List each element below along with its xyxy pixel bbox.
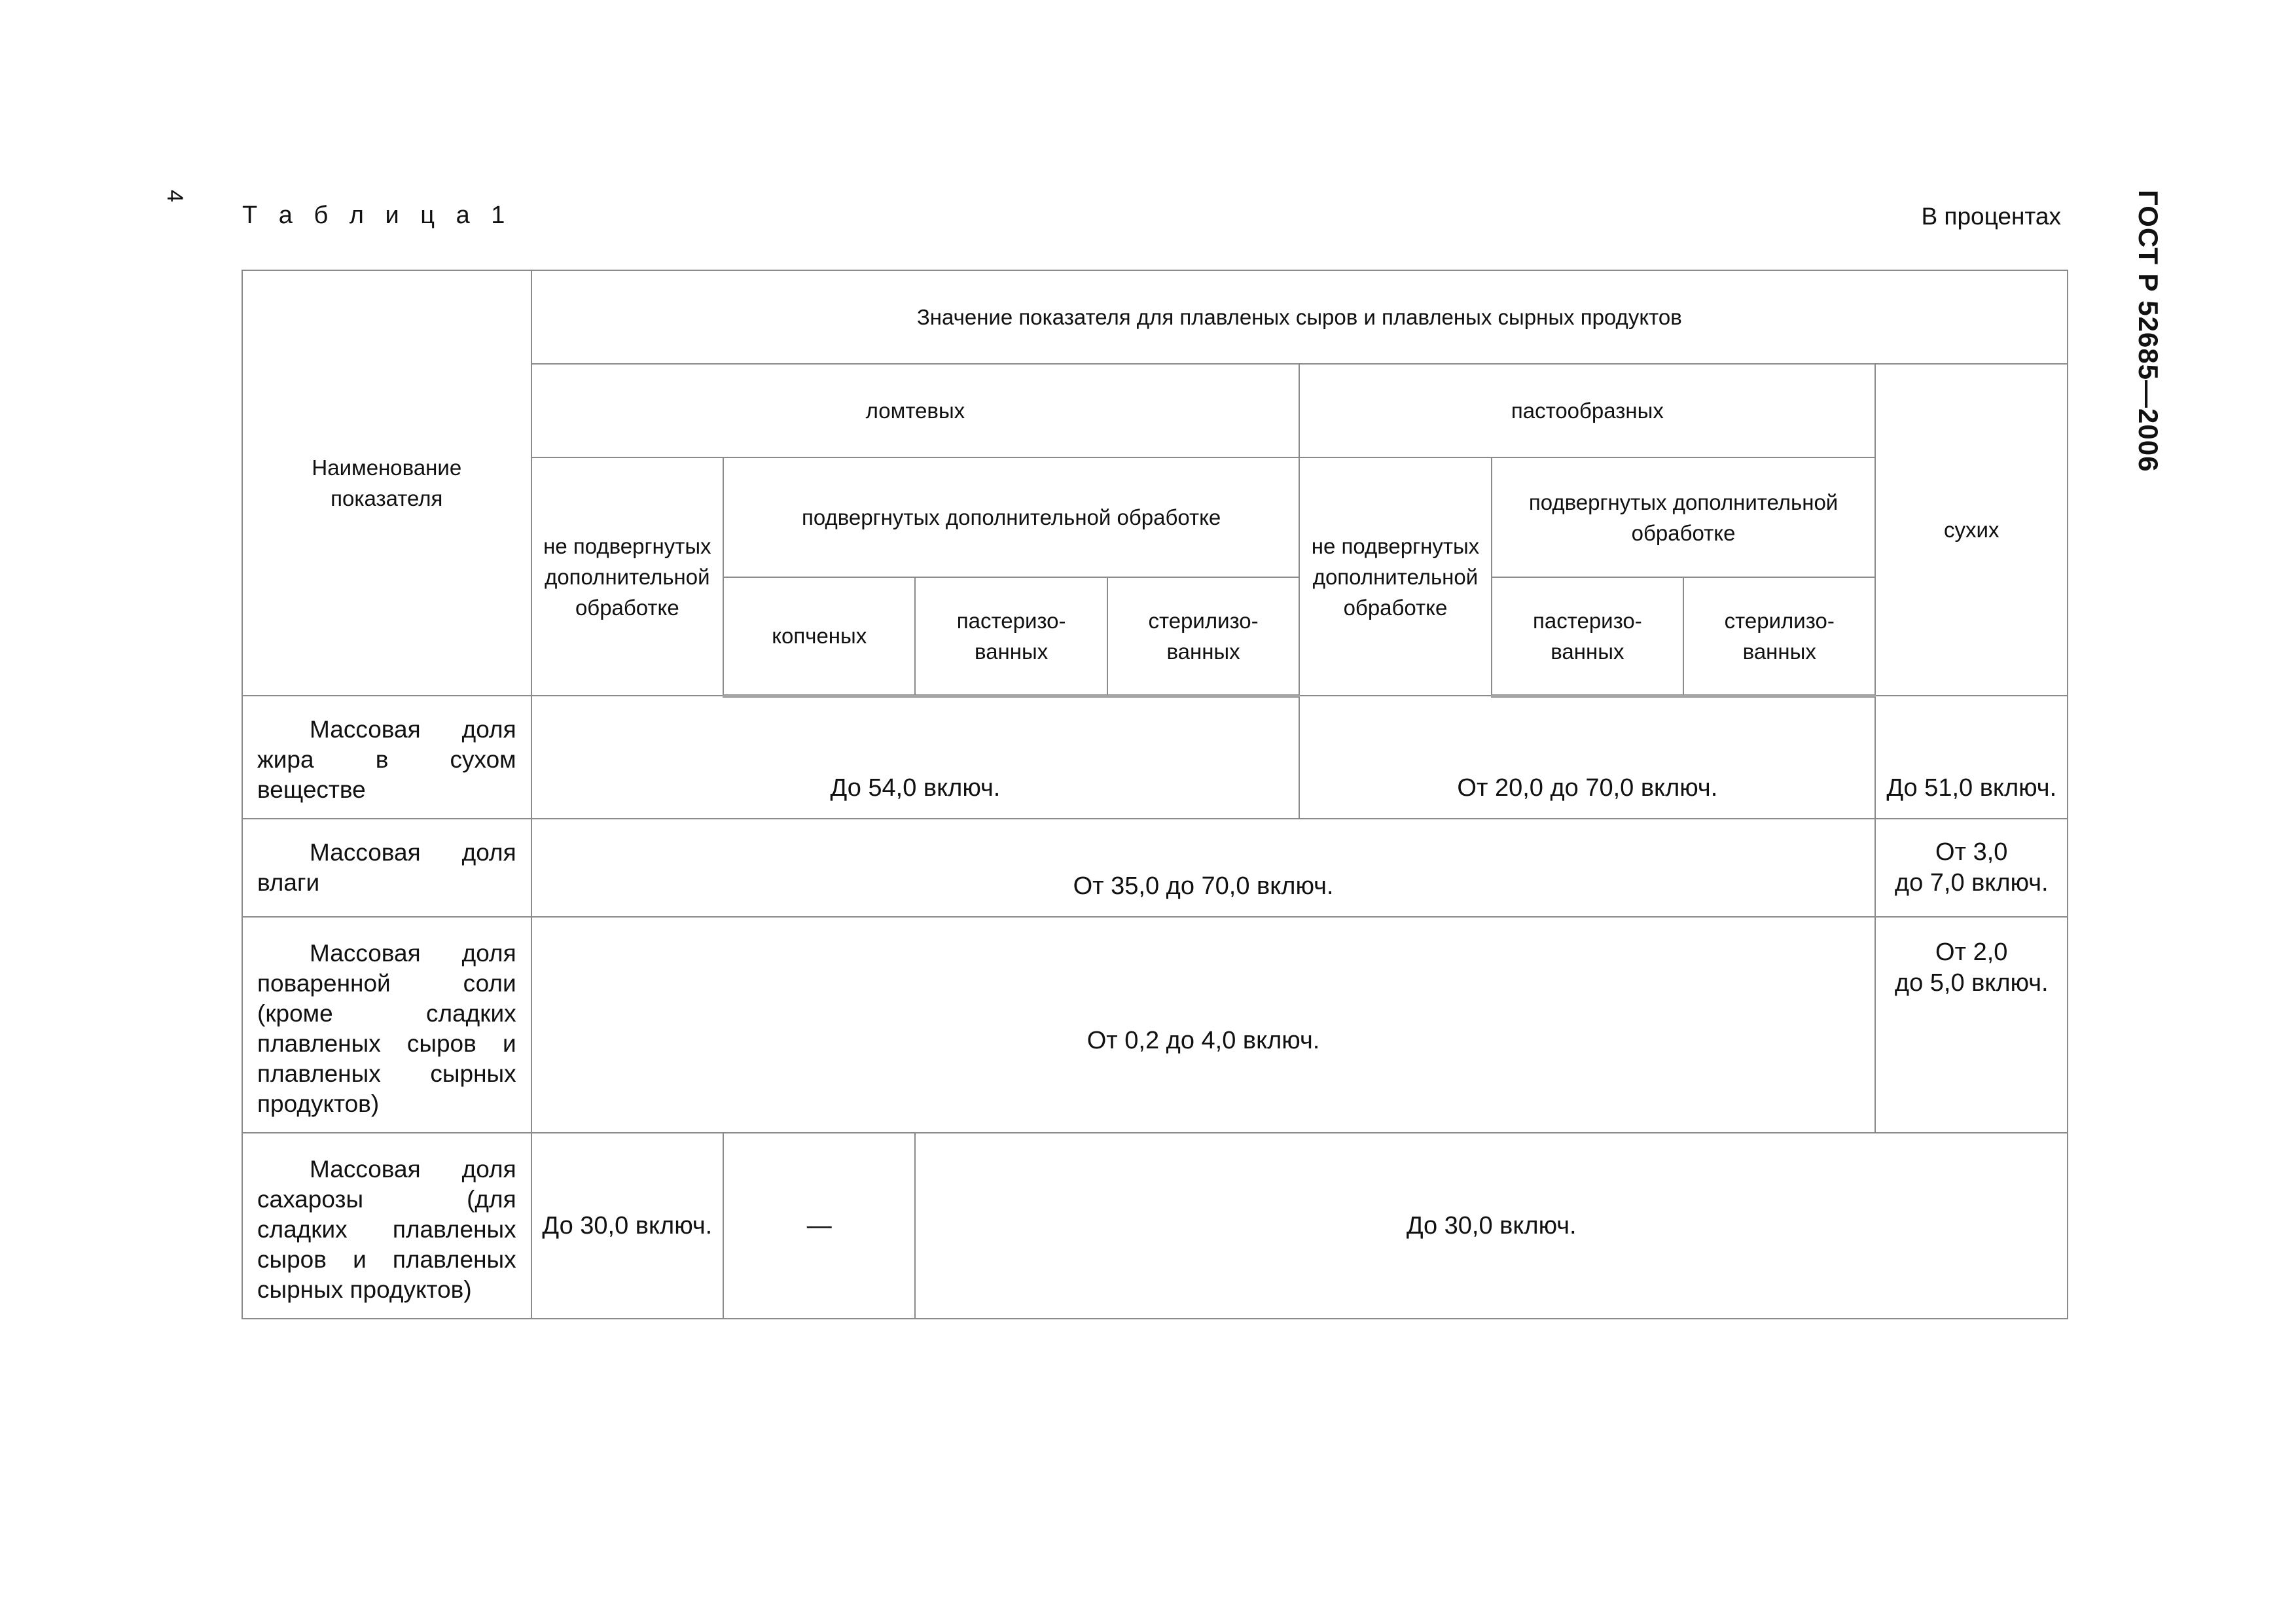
salt-suhih-line-2: до 5,0 включ. bbox=[1894, 969, 2049, 997]
fat-lomtevyh-value: До 54,0 включ. bbox=[531, 696, 1300, 819]
header-pasto-processed: подвергнутых дополнительной обработке bbox=[1492, 457, 1876, 577]
salt-common-value: От 0,2 до 4,0 включ. bbox=[531, 917, 1876, 1133]
page-number: 4 bbox=[162, 190, 187, 202]
row-name-moisture: Массовая доля влаги bbox=[242, 819, 531, 917]
units-note: В процентах bbox=[1921, 203, 2061, 230]
header-lomtevyh-sterilizovannyh: стерилизо-ванных bbox=[1107, 577, 1299, 696]
header-lomtevyh-processed: подвергнутых дополнительной обработке bbox=[723, 457, 1299, 577]
header-indicator-name: Наименование показателя bbox=[242, 270, 531, 696]
header-pasto-pasterizovannyh: пастеризо-ванных bbox=[1492, 577, 1683, 696]
row-name-sucrose: Массовая доля сахарозы (для сладких плавленых сыров и плавленых сырных продуктов) bbox=[242, 1133, 531, 1319]
table-row bbox=[242, 819, 2068, 917]
header-row-1 bbox=[242, 270, 2068, 364]
row-name-salt: Массовая доля поваренной соли (кроме сладких плавленых сыров и плавленых сырных продуктов) bbox=[242, 917, 531, 1133]
header-lomtevyh: ломтевых bbox=[531, 364, 1300, 457]
header-suhih: сухих bbox=[1875, 364, 2068, 696]
header-pastoobraznyh: пастообразных bbox=[1299, 364, 1875, 457]
fat-suhih-value: До 51,0 включ. bbox=[1875, 696, 2068, 819]
header-value-group: Значение показателя для плавленых сыров и плавленых сырных продуктов bbox=[531, 270, 2068, 364]
header-kopchenyh: копченых bbox=[723, 577, 915, 696]
table-row bbox=[242, 696, 2068, 819]
moisture-suhih-value bbox=[1875, 819, 2068, 917]
document-code: ГОСТ Р 52685—2006 bbox=[2133, 190, 2164, 473]
moisture-suhih-line-2: до 7,0 включ. bbox=[1894, 869, 2049, 897]
table-caption: Т а б л и ц а 1 bbox=[242, 202, 512, 229]
header-lomtevyh-not-processed: не подвергнутых дополнительной обработке bbox=[531, 457, 723, 696]
header-pasto-not-processed: не подвергнутых дополнительной обработке bbox=[1299, 457, 1491, 696]
fat-pastoobraznyh-value: От 20,0 до 70,0 включ. bbox=[1299, 696, 1875, 819]
moisture-suhih-line-1: От 3,0 bbox=[1935, 838, 2008, 866]
salt-suhih-line-1: От 2,0 bbox=[1935, 938, 2008, 966]
row-name-fat: Массовая доля жира в сухом веществе bbox=[242, 696, 531, 819]
header-pasto-sterilizovannyh: стерилизо-ванных bbox=[1683, 577, 1875, 696]
indicators-table bbox=[242, 270, 2068, 1319]
table-row bbox=[242, 1133, 2068, 1319]
salt-suhih-value bbox=[1875, 917, 2068, 1133]
moisture-common-value: От 35,0 до 70,0 включ. bbox=[531, 819, 1876, 917]
sucrose-kopchenyh-value: — bbox=[723, 1133, 915, 1319]
sucrose-not-processed-value: До 30,0 включ. bbox=[531, 1133, 723, 1319]
header-lomtevyh-pasterizovannyh: пастеризо-ванных bbox=[915, 577, 1107, 696]
sucrose-rest-value: До 30,0 включ. bbox=[915, 1133, 2068, 1319]
table-row bbox=[242, 917, 2068, 1133]
